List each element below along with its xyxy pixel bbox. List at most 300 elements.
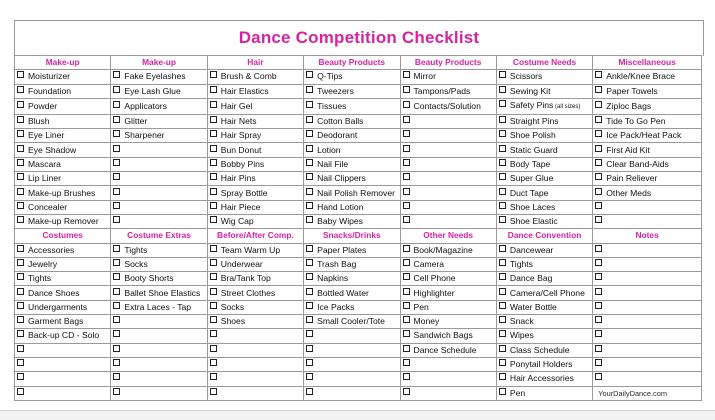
checkbox-icon[interactable]	[306, 316, 313, 323]
checkbox-icon[interactable]	[403, 245, 410, 252]
checklist-item	[304, 143, 400, 157]
checkbox-icon[interactable]	[403, 330, 410, 337]
checkbox-icon[interactable]	[17, 345, 24, 352]
checkbox-icon[interactable]	[113, 159, 120, 166]
checklist-item	[15, 129, 111, 143]
checkbox-icon[interactable]	[306, 273, 313, 280]
table-row	[15, 129, 702, 143]
checkbox-icon[interactable]	[595, 288, 602, 295]
checkbox-icon[interactable]	[595, 359, 602, 366]
checklist-item	[400, 243, 496, 257]
checklist-item	[593, 214, 702, 228]
checkbox-icon[interactable]	[113, 359, 120, 366]
table-row	[15, 143, 702, 157]
checkbox-icon[interactable]	[210, 345, 217, 352]
checklist-item	[400, 157, 496, 171]
checkbox-icon[interactable]	[113, 216, 120, 223]
checkbox-icon[interactable]	[499, 388, 506, 395]
checkbox-icon[interactable]	[113, 302, 120, 309]
item-label: Sandwich Bags	[413, 330, 473, 341]
checkbox-icon[interactable]	[499, 288, 506, 295]
table-row	[15, 200, 702, 214]
checkbox-icon[interactable]	[403, 188, 410, 195]
checkbox-icon[interactable]	[210, 316, 217, 323]
item-label: Hair Piece	[220, 201, 261, 212]
checkbox-icon[interactable]	[210, 130, 217, 137]
checklist-item	[593, 84, 702, 98]
checkbox-icon[interactable]	[113, 202, 120, 209]
checkbox-icon[interactable]	[210, 359, 217, 366]
checkbox-icon[interactable]	[210, 145, 217, 152]
column-header-notes: Notes	[593, 229, 702, 243]
checklist-item	[593, 272, 702, 286]
item-label: Book/Magazine	[413, 244, 473, 255]
checkbox-icon[interactable]	[113, 373, 120, 380]
checkbox-icon[interactable]	[499, 330, 506, 337]
checkbox-icon[interactable]	[403, 173, 410, 180]
checklist-item	[400, 357, 496, 371]
checkbox-icon[interactable]	[403, 86, 410, 93]
checkbox-icon[interactable]	[306, 216, 313, 223]
item-label: Lotion	[317, 144, 341, 155]
checkbox-icon[interactable]	[306, 245, 313, 252]
checkbox-icon[interactable]	[210, 71, 217, 78]
item-label: Ponytail Holders	[509, 359, 573, 370]
checkbox-icon[interactable]	[113, 388, 120, 395]
checkbox-icon[interactable]	[499, 86, 506, 93]
checkbox-icon[interactable]	[595, 101, 602, 108]
checklist-item	[400, 129, 496, 143]
checkbox-icon[interactable]	[210, 273, 217, 280]
column-header-costume-needs: Costume Needs	[496, 56, 592, 70]
website-credit: YourDailyDance.com	[598, 388, 667, 398]
checklist-item	[304, 329, 400, 343]
item-label: Tweezers	[317, 85, 354, 96]
checklist-item	[400, 114, 496, 128]
item-label: Hair Elastics	[220, 85, 269, 96]
checkbox-icon[interactable]	[113, 259, 120, 266]
checkbox-icon[interactable]	[403, 159, 410, 166]
checkbox-icon[interactable]	[113, 145, 120, 152]
checkbox-icon[interactable]	[210, 86, 217, 93]
checkbox-icon[interactable]	[595, 159, 602, 166]
checkbox-icon[interactable]	[113, 273, 120, 280]
checklist-item	[304, 272, 400, 286]
checkbox-icon[interactable]	[499, 245, 506, 252]
checkbox-icon[interactable]	[113, 71, 120, 78]
checkbox-icon[interactable]	[306, 173, 313, 180]
checklist-item	[400, 286, 496, 300]
checkbox-icon[interactable]	[17, 216, 24, 223]
checkbox-icon[interactable]	[595, 71, 602, 78]
checkbox-icon[interactable]	[113, 130, 120, 137]
checklist-item	[593, 129, 702, 143]
checkbox-icon[interactable]	[306, 330, 313, 337]
checkbox-icon[interactable]	[595, 245, 602, 252]
item-label: Nail File	[317, 158, 349, 169]
checkbox-icon[interactable]	[403, 316, 410, 323]
checkbox-icon[interactable]	[306, 101, 313, 108]
checklist-item	[111, 286, 207, 300]
checkbox-icon[interactable]	[306, 71, 313, 78]
checkbox-icon[interactable]	[595, 130, 602, 137]
checkbox-icon[interactable]	[210, 388, 217, 395]
checklist-item	[15, 200, 111, 214]
checkbox-icon[interactable]	[306, 116, 313, 123]
column-header-beauty-products: Beauty Products	[304, 56, 400, 70]
checkbox-icon[interactable]	[113, 245, 120, 252]
checkbox-icon[interactable]	[113, 116, 120, 123]
checkbox-icon[interactable]	[210, 173, 217, 180]
checkbox-icon[interactable]	[210, 188, 217, 195]
checkbox-icon[interactable]	[595, 302, 602, 309]
checkbox-icon[interactable]	[306, 259, 313, 266]
checkbox-icon[interactable]	[210, 330, 217, 337]
checkbox-icon[interactable]	[17, 373, 24, 380]
checkbox-icon[interactable]	[210, 259, 217, 266]
table-row	[15, 357, 702, 371]
checkbox-icon[interactable]	[499, 159, 506, 166]
checklist-item	[111, 214, 207, 228]
checkbox-icon[interactable]	[17, 245, 24, 252]
checklist-item	[593, 372, 702, 386]
checkbox-icon[interactable]	[403, 145, 410, 152]
checklist-item	[593, 300, 702, 314]
checklist-item	[111, 272, 207, 286]
checklist-item	[207, 129, 303, 143]
item-label: Scissors	[509, 71, 543, 82]
checkbox-icon[interactable]	[403, 116, 410, 123]
checklist-item	[496, 98, 592, 114]
table-row	[15, 300, 702, 314]
item-label: Garment Bags	[28, 316, 84, 327]
checkbox-icon[interactable]	[17, 173, 24, 180]
checklist-item	[207, 329, 303, 343]
checkbox-icon[interactable]	[17, 86, 24, 93]
checkbox-icon[interactable]	[306, 359, 313, 366]
item-label: Street Clothes	[220, 287, 276, 298]
table-row	[15, 98, 702, 114]
checkbox-icon[interactable]	[17, 388, 24, 395]
item-label: Pen	[413, 301, 429, 312]
item-label: Cotton Balls	[317, 116, 364, 127]
checkbox-icon[interactable]	[17, 359, 24, 366]
checklist-item	[304, 214, 400, 228]
checklist-item	[496, 200, 592, 214]
checkbox-icon[interactable]	[595, 86, 602, 93]
checkbox-icon[interactable]	[306, 388, 313, 395]
checklist-item	[593, 357, 702, 371]
item-label: Fake Eyelashes	[124, 71, 186, 82]
checkbox-icon[interactable]	[306, 202, 313, 209]
checkbox-icon[interactable]	[499, 100, 506, 107]
checklist-item	[593, 243, 702, 257]
checkbox-icon[interactable]	[595, 202, 602, 209]
checklist-item	[111, 172, 207, 186]
page-title: Dance Competition Checklist	[14, 20, 704, 56]
checkbox-icon[interactable]	[113, 173, 120, 180]
item-label: Booty Shorts	[124, 273, 174, 284]
checkbox-icon[interactable]	[403, 101, 410, 108]
checklist-item	[111, 257, 207, 271]
checklist-item	[111, 243, 207, 257]
item-label: Team Warm Up	[220, 244, 281, 255]
checklist-item	[304, 84, 400, 98]
checkbox-icon[interactable]	[113, 188, 120, 195]
checklist-item	[111, 143, 207, 157]
checkbox-icon[interactable]	[306, 130, 313, 137]
item-label: Small Cooler/Tote	[317, 316, 385, 327]
item-label: Nail Clippers	[317, 173, 366, 184]
checkbox-icon[interactable]	[17, 101, 24, 108]
checklist-item	[15, 343, 111, 357]
checkbox-icon[interactable]	[210, 216, 217, 223]
checkbox-icon[interactable]	[403, 288, 410, 295]
checkbox-icon[interactable]	[210, 159, 217, 166]
checklist-item	[593, 70, 702, 84]
checkbox-icon[interactable]	[499, 302, 506, 309]
checklist-table	[14, 55, 702, 401]
item-label: Shoe Polish	[509, 130, 556, 141]
checkbox-icon[interactable]	[595, 116, 602, 123]
checkbox-icon[interactable]	[499, 71, 506, 78]
checklist-item	[207, 70, 303, 84]
item-label: Nail Polish Remover	[317, 187, 395, 198]
checklist-item	[111, 357, 207, 371]
checklist-item	[400, 257, 496, 271]
checklist-item	[207, 300, 303, 314]
item-label: Bun Donut	[220, 144, 262, 155]
checkbox-icon[interactable]	[499, 188, 506, 195]
checkbox-icon[interactable]	[499, 373, 506, 380]
item-label: Lip Liner	[28, 173, 61, 184]
checkbox-icon[interactable]	[17, 316, 24, 323]
checkbox-icon[interactable]	[113, 86, 120, 93]
checkbox-icon[interactable]	[210, 288, 217, 295]
checkbox-icon[interactable]	[306, 145, 313, 152]
checkbox-icon[interactable]	[595, 173, 602, 180]
checkbox-icon[interactable]	[403, 130, 410, 137]
checkbox-icon[interactable]	[403, 359, 410, 366]
checkbox-icon[interactable]	[306, 302, 313, 309]
item-label: Mascara	[28, 158, 61, 169]
checkbox-icon[interactable]	[403, 71, 410, 78]
checklist-item	[15, 157, 111, 171]
checklist-item	[400, 386, 496, 400]
table-row	[15, 329, 702, 343]
checkbox-icon[interactable]	[210, 202, 217, 209]
checkbox-icon[interactable]	[595, 373, 602, 380]
checkbox-icon[interactable]	[403, 216, 410, 223]
checkbox-icon[interactable]	[17, 202, 24, 209]
checkbox-icon[interactable]	[17, 159, 24, 166]
checkbox-icon[interactable]	[17, 116, 24, 123]
checkbox-icon[interactable]	[210, 373, 217, 380]
item-label: Super Glue	[509, 173, 554, 184]
item-label: Snack	[509, 316, 534, 327]
item-label: Other Meds	[606, 187, 652, 198]
checklist-item	[400, 200, 496, 214]
item-label: Underwear	[220, 259, 263, 269]
checklist-item	[207, 143, 303, 157]
column-header-before-after-comp: Before/After Comp.	[207, 229, 303, 243]
item-label: Napkins	[317, 273, 349, 284]
checklist-item	[496, 300, 592, 314]
item-label: Dance Shoes	[28, 287, 80, 298]
checkbox-icon[interactable]	[595, 188, 602, 195]
checklist-item	[207, 186, 303, 200]
checklist-item	[304, 286, 400, 300]
item-label: Trash Bag	[317, 259, 357, 269]
checklist-item	[111, 157, 207, 171]
checklist-item	[304, 315, 400, 329]
checklist-item	[593, 186, 702, 200]
checkbox-icon[interactable]	[595, 345, 602, 352]
checkbox-icon[interactable]	[17, 273, 24, 280]
checkbox-icon[interactable]	[403, 388, 410, 395]
item-label: Ziploc Bags	[606, 100, 652, 111]
checkbox-icon[interactable]	[595, 273, 602, 280]
checklist-item	[111, 114, 207, 128]
checkbox-icon[interactable]	[17, 259, 24, 266]
checkbox-icon[interactable]	[306, 345, 313, 352]
table-row	[15, 272, 702, 286]
checklist-item	[593, 286, 702, 300]
checklist-item	[111, 343, 207, 357]
checklist-item	[304, 114, 400, 128]
checkbox-icon[interactable]	[499, 173, 506, 180]
checkbox-icon[interactable]	[499, 345, 506, 352]
item-label: Accessories	[28, 244, 75, 255]
checkbox-icon[interactable]	[17, 302, 24, 309]
checkbox-icon[interactable]	[403, 202, 410, 209]
checklist-item	[400, 172, 496, 186]
checklist-item	[207, 84, 303, 98]
checkbox-icon[interactable]	[403, 302, 410, 309]
checkbox-icon[interactable]	[113, 316, 120, 323]
checklist-item	[496, 315, 592, 329]
item-label: Ballet Shoe Elastics	[124, 287, 201, 298]
checklist-item	[400, 84, 496, 98]
checkbox-icon[interactable]	[17, 288, 24, 295]
checklist-item	[400, 300, 496, 314]
item-label: Extra Laces - Tap	[124, 301, 192, 312]
item-label: Money	[413, 316, 440, 327]
checkbox-icon[interactable]	[595, 145, 602, 152]
checklist-item	[304, 98, 400, 114]
checklist-item	[496, 172, 592, 186]
checkbox-icon[interactable]	[403, 373, 410, 380]
checkbox-icon[interactable]	[17, 330, 24, 337]
checkbox-icon[interactable]	[17, 71, 24, 78]
checkbox-icon[interactable]	[499, 359, 506, 366]
item-label: Contacts/Solution	[413, 100, 481, 111]
checklist-item	[496, 343, 592, 357]
checkbox-icon[interactable]	[499, 216, 506, 223]
item-label: Class Schedule	[509, 344, 570, 355]
item-label: Jewelry	[28, 259, 58, 269]
checkbox-icon[interactable]	[403, 273, 410, 280]
checklist-item	[207, 272, 303, 286]
item-label: Bra/Tank Top	[220, 273, 271, 284]
column-header-costumes: Costumes	[15, 229, 111, 243]
column-header-hair: Hair	[207, 56, 303, 70]
checklist-item	[400, 98, 496, 114]
checkbox-icon[interactable]	[595, 316, 602, 323]
table-row	[15, 84, 702, 98]
checkbox-icon[interactable]	[499, 116, 506, 123]
item-label: Powder	[28, 100, 58, 111]
checkbox-icon[interactable]	[113, 288, 120, 295]
checkbox-icon[interactable]	[595, 330, 602, 337]
checklist-item	[400, 272, 496, 286]
checkbox-icon[interactable]	[499, 145, 506, 152]
column-header-make-up: Make-up	[111, 56, 207, 70]
item-label: Baby Wipes	[317, 216, 363, 227]
item-label: Hair Accessories	[509, 373, 574, 384]
checkbox-icon[interactable]	[403, 345, 410, 352]
checkbox-icon[interactable]	[17, 145, 24, 152]
checklist-item	[15, 84, 111, 98]
item-label: Clear Band-Aids	[606, 158, 669, 169]
item-label: Tampons/Pads	[413, 85, 471, 96]
checklist-item	[496, 84, 592, 98]
checklist-item	[593, 257, 702, 271]
checkbox-icon[interactable]	[306, 159, 313, 166]
checklist-item	[15, 286, 111, 300]
checkbox-icon[interactable]	[499, 316, 506, 323]
section-header-row	[15, 56, 702, 70]
checkbox-icon[interactable]	[306, 288, 313, 295]
checklist-item	[593, 98, 702, 114]
checkbox-icon[interactable]	[306, 86, 313, 93]
checkbox-icon[interactable]	[499, 130, 506, 137]
checkbox-icon[interactable]	[210, 302, 217, 309]
checkbox-icon[interactable]	[403, 259, 410, 266]
checkbox-icon[interactable]	[17, 130, 24, 137]
checklist-item	[207, 315, 303, 329]
checkbox-icon[interactable]	[17, 188, 24, 195]
checkbox-icon[interactable]	[499, 273, 506, 280]
checklist-item	[593, 172, 702, 186]
checklist-item	[15, 114, 111, 128]
checkbox-icon[interactable]	[499, 259, 506, 266]
checkbox-icon[interactable]	[113, 101, 120, 108]
checkbox-icon[interactable]	[113, 345, 120, 352]
checklist-item	[304, 200, 400, 214]
checkbox-icon[interactable]	[210, 245, 217, 252]
checkbox-icon[interactable]	[595, 259, 602, 266]
checklist-item	[111, 315, 207, 329]
checkbox-icon[interactable]	[210, 116, 217, 123]
checkbox-icon[interactable]	[306, 188, 313, 195]
checkbox-icon[interactable]	[210, 101, 217, 108]
checkbox-icon[interactable]	[113, 330, 120, 337]
checkbox-icon[interactable]	[595, 216, 602, 223]
checkbox-icon[interactable]	[306, 373, 313, 380]
checklist-item	[593, 157, 702, 171]
checklist-item	[15, 70, 111, 84]
checkbox-icon[interactable]	[499, 202, 506, 209]
checklist-item	[400, 143, 496, 157]
column-header-other-needs: Other Needs	[400, 229, 496, 243]
item-label: Shoe Laces	[509, 201, 556, 212]
item-label: Pen	[509, 387, 526, 398]
table-row	[15, 386, 702, 400]
checklist-item	[593, 386, 702, 400]
checklist-item	[304, 357, 400, 371]
checklist-item	[304, 172, 400, 186]
